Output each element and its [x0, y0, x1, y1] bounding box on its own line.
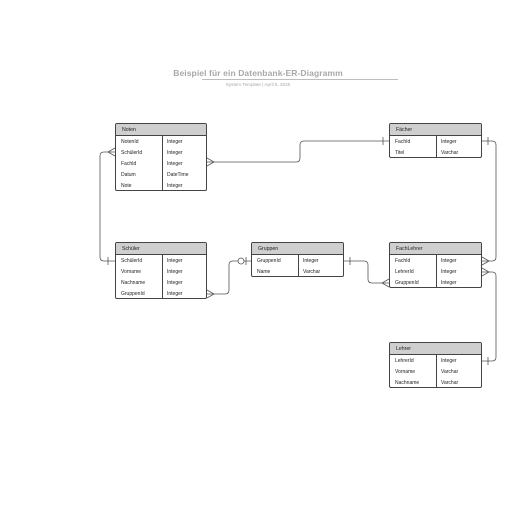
link-gruppen-fachlehrer: [344, 261, 389, 283]
table-row: [390, 148, 481, 158]
field-type: Integer: [441, 258, 457, 264]
entity-gruppen[interactable]: [251, 242, 344, 277]
table-row: [116, 148, 206, 159]
entity-header: Schüler: [116, 243, 206, 255]
field-name: Titel: [395, 150, 405, 156]
field-type: Integer: [441, 280, 457, 286]
table-row: [116, 289, 206, 299]
field-name: Name: [257, 269, 271, 275]
table-row: [390, 367, 481, 378]
field-name: LehrerId: [395, 358, 414, 364]
link-lehrer-fachlehrer: [482, 272, 496, 361]
field-type: Integer: [167, 161, 183, 167]
table-row: [116, 181, 206, 191]
field-type: Varchar: [441, 150, 459, 156]
field-name: Note: [121, 183, 132, 189]
field-type: Integer: [441, 139, 457, 145]
field-type: Varchar: [441, 380, 459, 386]
entity-faecher[interactable]: [389, 123, 482, 158]
field-name: LehrerId: [395, 269, 414, 275]
table-row: [116, 137, 206, 148]
table-row: [116, 159, 206, 170]
field-name: FachId: [121, 161, 137, 167]
field-name: NotenId: [121, 139, 139, 145]
field-type: Varchar: [303, 269, 321, 275]
table-row: [116, 256, 206, 267]
table-row: [390, 137, 481, 148]
field-name: Nachname: [121, 280, 146, 286]
table-row: [390, 356, 481, 367]
table-row: [390, 378, 481, 388]
entity-lehrer[interactable]: [389, 342, 482, 388]
table-row: [390, 278, 481, 288]
table-row: [390, 256, 481, 267]
field-name: Vorname: [395, 369, 416, 375]
table-row: [116, 267, 206, 278]
zero-mark-gruppen: [238, 258, 244, 264]
field-type: Integer: [167, 183, 183, 189]
field-type: Integer: [167, 139, 183, 145]
table-row: [252, 267, 343, 277]
field-name: FachId: [395, 258, 411, 264]
field-type: Integer: [441, 358, 457, 364]
field-name: Datum: [121, 172, 136, 178]
diagram-subtitle: System Template | April 5, 2025: [225, 82, 291, 87]
field-type: Integer: [167, 150, 183, 156]
table-row: [116, 278, 206, 289]
entity-header: Fächer: [390, 124, 481, 136]
link-noten-faecher: [207, 141, 389, 162]
field-name: SchülerId: [121, 150, 143, 156]
field-type: Integer: [303, 258, 319, 264]
field-name: Nachname: [395, 380, 420, 386]
entity-fachlehrer[interactable]: [389, 242, 482, 288]
entity-header: Gruppen: [252, 243, 343, 255]
link-faecher-fachlehrer: [482, 141, 496, 261]
field-name: FachId: [395, 139, 411, 145]
entity-noten[interactable]: [115, 123, 207, 191]
field-name: Vorname: [121, 269, 142, 275]
entity-header: Noten: [116, 124, 206, 136]
diagram-title: Beispiel für ein Datenbank-ER-Diagramm: [173, 68, 343, 78]
field-name: GruppenId: [121, 291, 145, 297]
field-type: Integer: [441, 269, 457, 275]
field-type: Integer: [167, 258, 183, 264]
table-row: [252, 256, 343, 267]
link-noten-schueler: [100, 152, 115, 261]
field-name: GruppenId: [395, 280, 419, 286]
field-name: SchülerId: [121, 258, 143, 264]
field-type: DateTime: [167, 172, 189, 178]
field-type: Integer: [167, 280, 183, 286]
link-schueler-gruppen: [207, 261, 251, 294]
entity-schueler[interactable]: [115, 242, 207, 299]
entity-header: FachLehrer: [390, 243, 481, 255]
field-type: Varchar: [441, 369, 459, 375]
table-row: [390, 267, 481, 278]
field-name: GruppenId: [257, 258, 281, 264]
entity-header: Lehrer: [390, 343, 481, 355]
table-row: [116, 170, 206, 181]
field-type: Integer: [167, 291, 183, 297]
field-type: Integer: [167, 269, 183, 275]
